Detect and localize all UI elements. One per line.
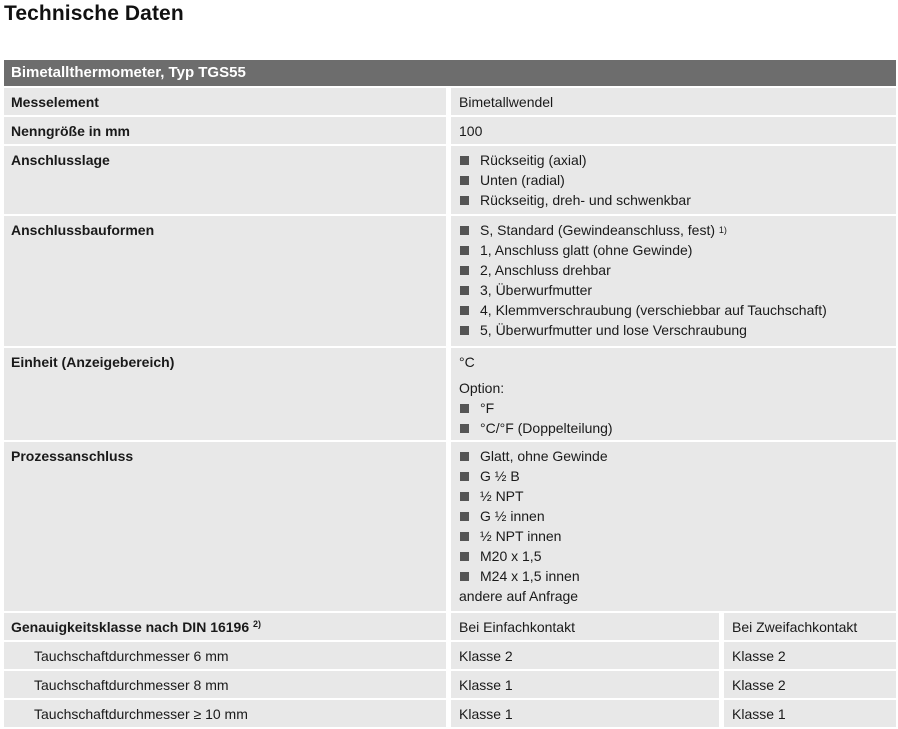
cell-zweifach: Klasse 2 <box>732 677 786 693</box>
row-label: Einheit (Anzeigebereich) <box>11 354 175 370</box>
row-value: Bimetallwendel <box>459 94 554 110</box>
row-label: Anschlusslage <box>11 152 110 168</box>
list-item: M20 x 1,5 <box>459 546 896 566</box>
col-header-zweifach: Bei Zweifachkontakt <box>732 619 858 635</box>
square-bullet-icon <box>460 512 469 521</box>
cell-einfach: Klasse 1 <box>459 677 513 693</box>
spec-table <box>4 60 896 729</box>
cell-zweifach: Klasse 2 <box>732 648 786 664</box>
square-bullet-icon <box>460 572 469 581</box>
row-einheit <box>4 348 896 440</box>
square-bullet-icon <box>460 246 469 255</box>
table-row <box>4 642 896 669</box>
row-nenngroesse <box>4 117 896 144</box>
list-item: ½ NPT <box>459 486 896 506</box>
square-bullet-icon <box>460 424 469 433</box>
col-header-einfach: Bei Einfachkontakt <box>459 619 575 635</box>
list-item: Rückseitig, dreh- und schwenkbar <box>459 190 896 210</box>
square-bullet-icon <box>460 472 469 481</box>
row-prozessanschluss <box>4 442 896 611</box>
square-bullet-icon <box>460 176 469 185</box>
list-item: ½ NPT innen <box>459 526 896 546</box>
list-item: 1, Anschluss glatt (ohne Gewinde) <box>459 240 896 260</box>
row-label: Tauchschaftdurchmesser 8 mm <box>34 677 229 693</box>
row-label: Anschlussbauformen <box>11 222 155 238</box>
list-item: °F <box>459 398 896 418</box>
cell-zweifach: Klasse 1 <box>732 706 786 722</box>
option-label: Option: <box>459 380 505 396</box>
row-value: 100 <box>459 123 483 139</box>
note: andere auf Anfrage <box>459 588 579 604</box>
list-item: G ½ B <box>459 466 896 486</box>
list-item: 5, Überwurfmutter und lose Verschraubung <box>459 320 896 340</box>
square-bullet-icon <box>460 286 469 295</box>
list-item: Glatt, ohne Gewinde <box>459 446 896 466</box>
table-row <box>4 700 896 727</box>
square-bullet-icon <box>460 492 469 501</box>
row-genauigkeit <box>4 613 896 640</box>
square-bullet-icon <box>460 226 469 235</box>
square-bullet-icon <box>460 196 469 205</box>
list-item: 4, Klemmverschraubung (verschiebbar auf Tauchschaft) <box>459 300 896 320</box>
square-bullet-icon <box>460 452 469 461</box>
list-item: M24 x 1,5 innen <box>459 566 896 586</box>
list-item: 2, Anschluss drehbar <box>459 260 896 280</box>
cell-einfach: Klasse 1 <box>459 706 513 722</box>
square-bullet-icon <box>460 266 469 275</box>
square-bullet-icon <box>460 326 469 335</box>
square-bullet-icon <box>460 306 469 315</box>
table-row <box>4 671 896 698</box>
row-label: Genauigkeitsklasse nach DIN 16196 $^{2)}$ <box>11 619 262 635</box>
row-anschlusslage <box>4 146 896 214</box>
square-bullet-icon <box>460 156 469 165</box>
list-item: Rückseitig (axial) <box>459 150 896 170</box>
row-messelement <box>4 88 896 115</box>
row-value: °C <box>459 354 475 370</box>
row-label: Messelement <box>11 94 99 110</box>
square-bullet-icon <box>460 552 469 561</box>
list-item: °C/°F (Doppelteilung) <box>459 418 896 438</box>
cell-einfach: Klasse 2 <box>459 648 513 664</box>
row-label: Tauchschaftdurchmesser ≥ 10 mm <box>34 706 248 722</box>
list-item: G ½ innen <box>459 506 896 526</box>
footnote-marker: 2) <box>253 619 262 629</box>
row-anschlussbauformen <box>4 216 896 346</box>
table-header: Bimetallthermometer, Typ TGS55 <box>4 60 896 86</box>
row-label: Nenngröße in mm <box>11 123 131 139</box>
list-item: S, Standard (Gewindeanschluss, fest) 1) <box>459 220 896 240</box>
list-item: Unten (radial) <box>459 170 896 190</box>
square-bullet-icon <box>460 404 469 413</box>
list-item: 3, Überwurfmutter <box>459 280 896 300</box>
row-label: Prozessanschluss <box>11 448 134 464</box>
row-label: Tauchschaftdurchmesser 6 mm <box>34 648 229 664</box>
page-title: Technische Daten <box>4 2 184 25</box>
square-bullet-icon <box>460 532 469 541</box>
